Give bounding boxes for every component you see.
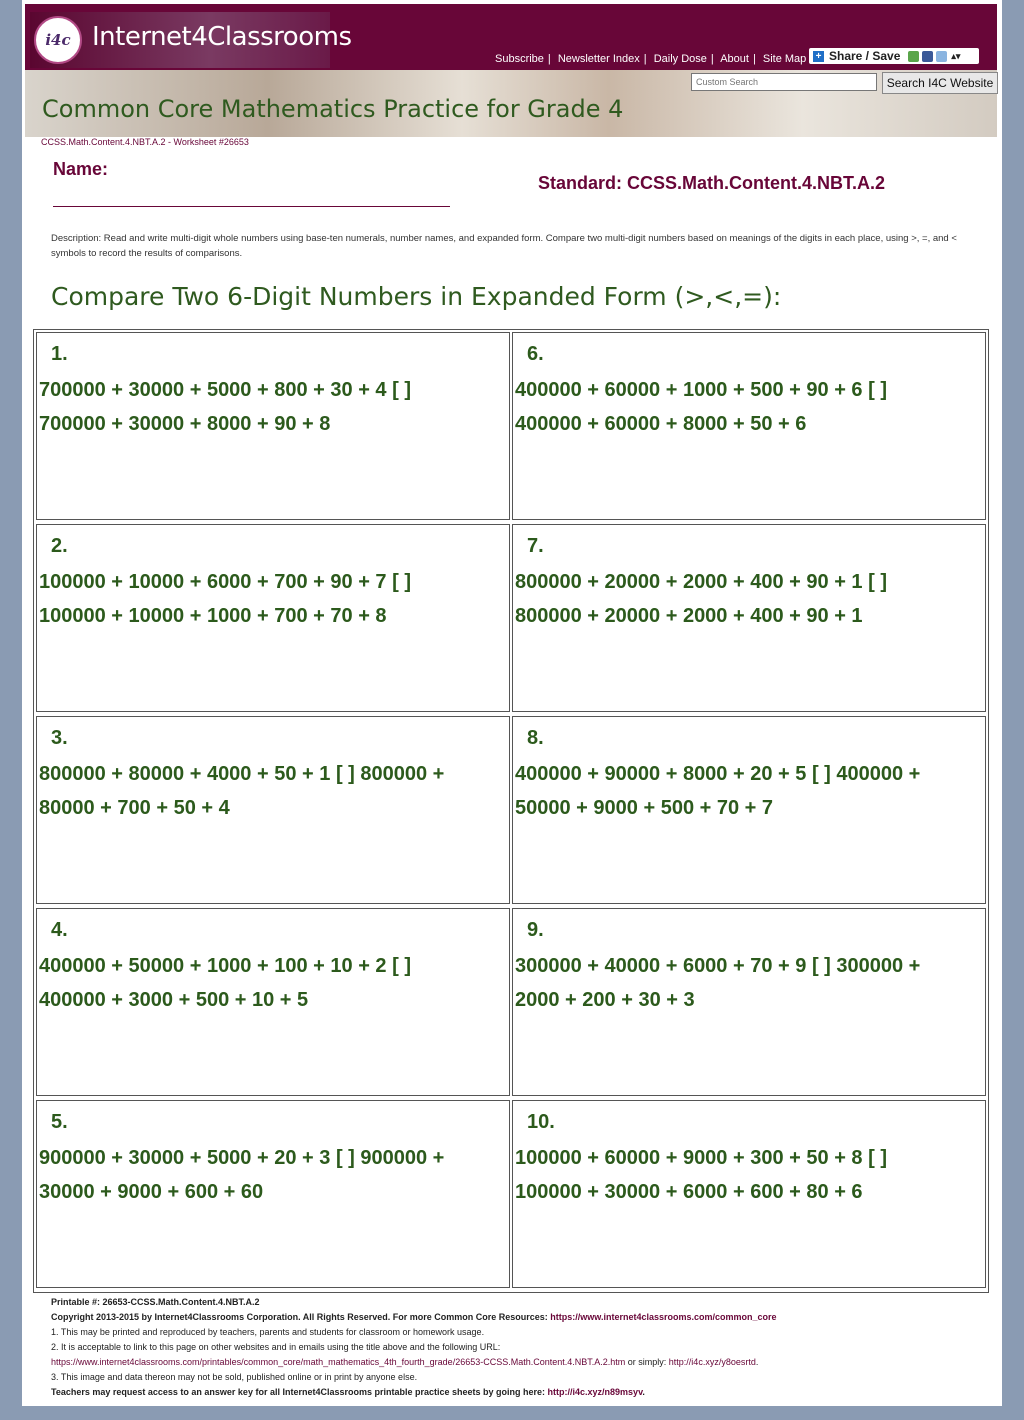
site-header bbox=[25, 4, 997, 70]
expression-line: 30000 + 9000 + 600 + 60 bbox=[39, 1181, 264, 1203]
question-cell bbox=[36, 908, 510, 1096]
expression-line: 800000 + 80000 + 4000 + 50 + 1 [ ] 800000 + bbox=[39, 763, 445, 785]
worksheet-url-link[interactable]: https://www.internet4classrooms.com/printables/common_core/math_mathematics_4th_fourth_grade/26653-CCSS.Math.Content.4.NBT.A.2.htm bbox=[51, 1357, 626, 1367]
expression-line: 100000 + 60000 + 9000 + 300 + 50 + 8 [ ] bbox=[515, 1147, 887, 1169]
expression-line: 800000 + 20000 + 2000 + 400 + 90 + 1 [ ] bbox=[515, 571, 887, 593]
logo-badge-icon bbox=[34, 16, 82, 64]
expression-line: 700000 + 30000 + 8000 + 90 + 8 bbox=[39, 413, 331, 435]
question-number: 2. bbox=[51, 535, 68, 557]
question-number: 1. bbox=[51, 343, 68, 365]
search-button[interactable]: Search I4C Website bbox=[882, 72, 998, 94]
facebook-icon[interactable] bbox=[922, 51, 933, 62]
nav-separator: | bbox=[643, 53, 647, 65]
question-expression bbox=[515, 373, 981, 441]
expression-line: 100000 + 30000 + 6000 + 600 + 80 + 6 bbox=[515, 1181, 863, 1203]
nav-newsletter-index[interactable]: Newsletter Index bbox=[557, 53, 640, 65]
period: . bbox=[755, 1357, 759, 1367]
url-line bbox=[51, 1355, 991, 1370]
nav-site-map[interactable]: Site Map bbox=[762, 53, 807, 65]
expression-line: 50000 + 9000 + 500 + 70 + 7 bbox=[515, 797, 774, 819]
question-cell bbox=[36, 1100, 510, 1288]
copyright-text: Copyright 2013-2015 by Internet4Classrooms Corporation. All Rights Reserved. For more Common Core Resources: bbox=[51, 1312, 551, 1322]
expression-line: 300000 + 40000 + 6000 + 70 + 9 [ ] 300000 + bbox=[515, 955, 921, 977]
question-cell bbox=[512, 908, 986, 1096]
question-expression bbox=[515, 565, 981, 633]
question-expression bbox=[39, 373, 505, 441]
expression-line: 700000 + 30000 + 5000 + 800 + 30 + 4 [ ] bbox=[39, 379, 411, 401]
section-title: Compare Two 6-Digit Numbers in Expanded Form (>,<,=): bbox=[51, 282, 782, 311]
logo-badge-text: i4c bbox=[45, 31, 71, 49]
answer-key-text: Teachers may request access to an answer key for all Internet4Classrooms printable practice sheets by going here: bbox=[51, 1387, 548, 1397]
expression-line: 900000 + 30000 + 5000 + 20 + 3 [ ] 900000 + bbox=[39, 1147, 445, 1169]
question-cell bbox=[36, 524, 510, 712]
period: . bbox=[642, 1387, 645, 1397]
expression-line: 400000 + 60000 + 1000 + 500 + 90 + 6 [ ] bbox=[515, 379, 887, 401]
twitter-icon[interactable] bbox=[936, 51, 947, 62]
usage-note-3: 3. This image and data thereon may not be sold, published online or in print by anyone else. bbox=[51, 1372, 418, 1382]
expression-line: 2000 + 200 + 30 + 3 bbox=[515, 989, 695, 1011]
question-expression bbox=[39, 565, 505, 633]
expression-line: 400000 + 90000 + 8000 + 20 + 5 [ ] 400000 + bbox=[515, 763, 921, 785]
footer bbox=[51, 1295, 991, 1400]
common-core-link[interactable]: https://www.internet4classrooms.com/common_core bbox=[550, 1312, 777, 1322]
expression-line: 100000 + 10000 + 6000 + 700 + 90 + 7 [ ] bbox=[39, 571, 411, 593]
question-cell bbox=[36, 716, 510, 904]
expression-line: 800000 + 20000 + 2000 + 400 + 90 + 1 bbox=[515, 605, 863, 627]
question-cell bbox=[512, 716, 986, 904]
question-number: 3. bbox=[51, 727, 68, 749]
standard-label: Standard: CCSS.Math.Content.4.NBT.A.2 bbox=[538, 173, 886, 193]
printable-number: Printable #: 26653-CCSS.Math.Content.4.NBT.A.2 bbox=[51, 1297, 260, 1307]
nav-separator: | bbox=[752, 53, 756, 65]
share-save-button[interactable] bbox=[809, 48, 979, 64]
expression-line: 400000 + 50000 + 1000 + 100 + 10 + 2 [ ] bbox=[39, 955, 411, 977]
question-number: 8. bbox=[527, 727, 544, 749]
question-number: 9. bbox=[527, 919, 544, 941]
site-logo[interactable] bbox=[30, 12, 352, 68]
email-share-icon[interactable] bbox=[908, 51, 919, 62]
nav-separator: | bbox=[710, 53, 714, 65]
expression-line: 100000 + 10000 + 1000 + 700 + 70 + 8 bbox=[39, 605, 387, 627]
name-label: Name: bbox=[53, 159, 109, 179]
question-number: 10. bbox=[527, 1111, 555, 1133]
question-number: 7. bbox=[527, 535, 544, 557]
description: Description: Read and write multi-digit whole numbers using base-ten numerals, number names, and expanded form. Compare two multi-digit numbers based on meanings of the digits in each place, using >, =, and < symbols to record the results of comparisons. bbox=[51, 233, 957, 259]
usage-note-1: 1. This may be printed and reproduced by teachers, parents and students for classroom or homework usage. bbox=[51, 1327, 485, 1337]
or-simply-text: or simply: bbox=[625, 1357, 669, 1367]
breadcrumb: CCSS.Math.Content.4.NBT.A.2 - Worksheet #26653 bbox=[41, 137, 249, 147]
question-expression bbox=[39, 1141, 505, 1209]
answer-key-note bbox=[51, 1385, 991, 1400]
question-grid bbox=[33, 329, 989, 1293]
question-number: 6. bbox=[527, 343, 544, 365]
short-url-link[interactable]: http://i4c.xyz/y8oesrtd bbox=[668, 1357, 756, 1367]
question-cell bbox=[512, 332, 986, 520]
expression-line: 400000 + 60000 + 8000 + 50 + 6 bbox=[515, 413, 807, 435]
nav-separator: | bbox=[547, 53, 551, 65]
question-expression bbox=[515, 757, 981, 825]
question-expression bbox=[39, 949, 505, 1017]
logo-text: Internet4Classrooms bbox=[92, 22, 352, 52]
nav-about[interactable]: About bbox=[720, 53, 749, 65]
question-cell bbox=[36, 332, 510, 520]
answer-key-link[interactable]: http://i4c.xyz/n89msyv bbox=[547, 1387, 643, 1397]
question-number: 5. bbox=[51, 1111, 68, 1133]
nav-subscribe[interactable]: Subscribe bbox=[495, 53, 544, 65]
search-input[interactable] bbox=[691, 73, 877, 91]
usage-note-2: 2. It is acceptable to link to this page on other websites and in emails using the title above and the following URL: bbox=[51, 1342, 501, 1352]
question-expression bbox=[515, 949, 981, 1017]
plus-icon: + bbox=[813, 51, 824, 62]
expression-line: 400000 + 3000 + 500 + 10 + 5 bbox=[39, 989, 309, 1011]
worksheet-page bbox=[22, 0, 1002, 1406]
question-cell bbox=[512, 524, 986, 712]
share-label: Share / Save bbox=[829, 49, 901, 63]
top-nav bbox=[495, 53, 806, 65]
header-banner bbox=[25, 70, 997, 137]
page-title: Common Core Mathematics Practice for Grade 4 bbox=[42, 95, 624, 123]
name-blank-line bbox=[53, 206, 450, 207]
expression-line: 80000 + 700 + 50 + 4 bbox=[39, 797, 230, 819]
nav-daily-dose[interactable]: Daily Dose bbox=[653, 53, 707, 65]
question-number: 4. bbox=[51, 919, 68, 941]
question-expression bbox=[39, 757, 505, 825]
copyright bbox=[51, 1310, 991, 1325]
chevron-updown-icon[interactable]: ▴▾ bbox=[951, 50, 961, 61]
question-expression bbox=[515, 1141, 981, 1209]
question-cell bbox=[512, 1100, 986, 1288]
